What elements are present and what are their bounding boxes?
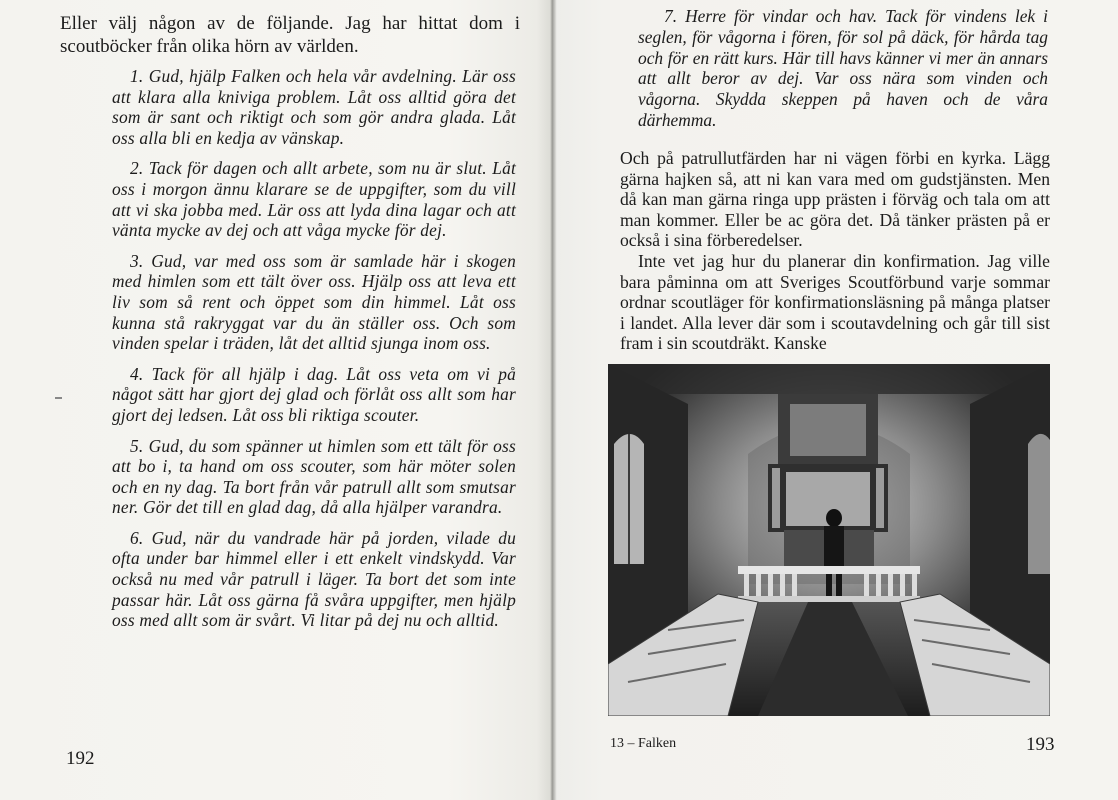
body-text [620, 148, 1050, 354]
church-interior-illustration [608, 364, 1050, 716]
prayer-2: 2. Tack för dagen och allt arbete, som nu är slut. Låt oss i morgon ännu klarare se de uppgifter, som du vill att vi ska jobba med. Lär oss att lyda dina lagar och att vänta mycke av dej och att våga mycke för dej. [112, 158, 516, 241]
paragraph-church-visit: Och på patrullutfärden har ni vägen förbi en kyrka. Lägg gärna hajken så, att ni kan vara med om gudstjänsten. Men då kan man gärna ringa upp prästen i förväg och tala om att man kommer. Eller be ac göra det. Då tänker prästen på er också i sina förberedelser. [620, 148, 1050, 251]
page-number-left: 192 [66, 748, 95, 769]
prayer-1: 1. Gud, hjälp Falken och hela vår avdelning. Lär oss att klara alla kniviga problem. Låt oss alltid göra det som är sant och riktigt och som gör andra glada. Låt oss alla bli en kedja av vänskap. [112, 66, 516, 148]
church-interior-photo [608, 364, 1050, 716]
prayer-3: 3. Gud, var med oss som är samlade här i skogen med himlen som ett tält över oss. Hjälp oss att leva ett liv som så rent och öppet som din himmel. Låt oss kunna stå rakryggat var du än ställer oss. Och som vinden spelar i träden, låt det alltid sjunga inom oss. [112, 250, 516, 354]
prayer-list [112, 66, 516, 641]
prayer-6: 6. Gud, när du vandrade här på jorden, vilade du ofta under bar himmel eller i ett enkelt vindskydd. Var också nu med vår patrull i läger. Ta bort det som inte passar här. Låt oss gärna få svåra uppgifter, men hjälp oss med allt som är svårt. Vi litar på dej nu och alltid. [112, 527, 516, 631]
stray-ink-mark [55, 397, 62, 399]
footer-label: 13 – Falken [610, 736, 677, 751]
left-page [0, 0, 552, 800]
prayer-4: 4. Tack för all hjälp i dag. Låt oss veta om vi på något sätt har gjort dej glad och förlåt oss allt som har gjort dej ledsen. Låt oss bli riktiga scouter. [112, 363, 516, 425]
intro-paragraph: Eller välj någon av de följande. Jag har hittat dom i scoutböcker från olika hörn av världen. [60, 13, 520, 57]
prayer-7: 7. Herre för vindar och hav. Tack för vindens lek i seglen, för vågorna i fören, för sol på däck, för hårda tag och för en rätt kurs. Här till havs känner vi mer än annars att allt beror av dej. Var oss nära som vinden och vågorna. Skydda skeppen på haven och de våra därhemma. [638, 6, 1048, 130]
right-page [560, 0, 1118, 800]
page-number-right: 193 [1026, 734, 1055, 755]
prayer-5: 5. Gud, du som spänner ut himlen som ett tält för oss att bo i, ta hand om oss scouter, som här möter solen och en ny dag. Ta bort från vår patrull allt som smutsar ner. Gör det till en glad dag, då alla hjälper varandra. [112, 435, 516, 518]
paragraph-confirmation: Inte vet jag hur du planerar din konfirmation. Jag ville bara påminna om att Sveriges Scoutförbund varje sommar ordnar scoutläger för konfirmationsläsning på många platser i landet. Alla lever där som i scoutavdelning och går till sist fram i sin scoutdräkt. Kanske [620, 250, 1050, 354]
